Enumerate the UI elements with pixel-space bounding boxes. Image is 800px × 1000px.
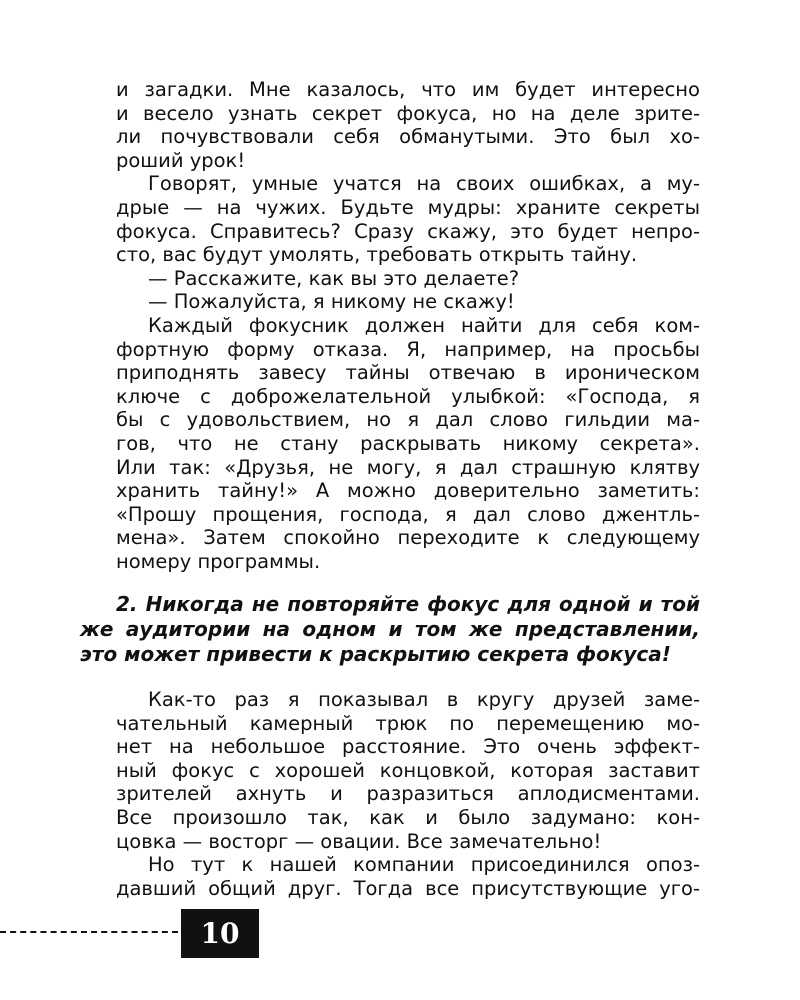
text-line: ный фокус с хорошей концовкой, которая заставит bbox=[116, 758, 700, 782]
rule-line: же аудитории на одном и том же представлении, bbox=[80, 617, 700, 641]
text-line: роший урок! bbox=[116, 148, 246, 172]
rule-callout bbox=[80, 592, 700, 667]
text-line: хранить тайну!» А можно доверительно заметить: bbox=[116, 479, 700, 503]
text-line: цовка — восторг — овации. Все замечательно! bbox=[116, 829, 602, 853]
text-line: мена». Затем спокойно переходите к следующему bbox=[116, 526, 700, 550]
text-line: приподнять завесу тайны отвечаю в ироническом bbox=[116, 361, 700, 385]
text-line: сто, вас будут умолять, требовать открыть тайну. bbox=[116, 243, 638, 267]
text-line: и загадки. Мне казалось, что им будет интересно bbox=[116, 78, 700, 101]
footer-dashed-rule bbox=[0, 931, 178, 933]
text-line: Или так: «Друзья, не могу, я дал страшную клятву bbox=[116, 455, 700, 479]
body-text-top bbox=[116, 78, 700, 573]
text-line: бы с удовольствием, но я дал слово гильдии ма- bbox=[116, 408, 700, 432]
text-line: зрителей ахнуть и разразиться аплодисментами. bbox=[116, 782, 700, 806]
text-line: нет на небольшое расстояние. Это очень эффект- bbox=[116, 735, 700, 759]
text-line: и весело узнать секрет фокуса, но на деле зрите- bbox=[116, 101, 700, 125]
text-line: Говорят, умные учатся на своих ошибках, а му- bbox=[148, 172, 700, 196]
text-line: Как-то раз я показывал в кругу друзей заме- bbox=[148, 688, 700, 711]
text-line: дрые — на чужих. Будьте мудры: храните секреты bbox=[116, 195, 700, 219]
text-line: давший общий друг. Тогда все присутствующие уго- bbox=[116, 876, 700, 900]
text-line: номеру программы. bbox=[116, 549, 321, 573]
text-line: Все произошло так, как и было задумано: кон- bbox=[116, 805, 700, 829]
rule-text: Никогда не повторяйте фокус для одной и той bbox=[145, 592, 700, 616]
rule-line bbox=[80, 592, 700, 617]
text-line: ли почувствовали себя обманутыми. Это был хо- bbox=[116, 125, 700, 149]
text-line: фортную форму отказа. Я, например, на просьбы bbox=[116, 337, 700, 361]
text-line: «Прошу прощения, господа, я дал слово джентль- bbox=[116, 502, 700, 526]
dialogue-line: — Расскажите, как вы это делаете? bbox=[148, 266, 520, 290]
dialogue-line: — Пожалуйста, я никому не скажу! bbox=[148, 290, 515, 314]
text-line: гов, что не стану раскрывать никому секрета». bbox=[116, 431, 700, 455]
body-text-bottom bbox=[116, 688, 700, 900]
text-line: ключе с доброжелательной улыбкой: «Господа, я bbox=[116, 384, 700, 408]
rule-number: 2. bbox=[116, 592, 138, 616]
text-line: Но тут к нашей компании присоединился опоз- bbox=[148, 853, 700, 877]
rule-line: это может привести к раскрытию секрета фокуса! bbox=[80, 642, 671, 666]
page-number bbox=[181, 909, 259, 958]
text-line: фокуса. Справитесь? Сразу скажу, это будет непро- bbox=[116, 219, 700, 243]
text-line: Каждый фокусник должен найти для себя ком- bbox=[148, 313, 700, 337]
text-line: чательный камерный трюк по перемещению мо- bbox=[116, 711, 700, 735]
page-number-text: 10 bbox=[200, 917, 240, 950]
